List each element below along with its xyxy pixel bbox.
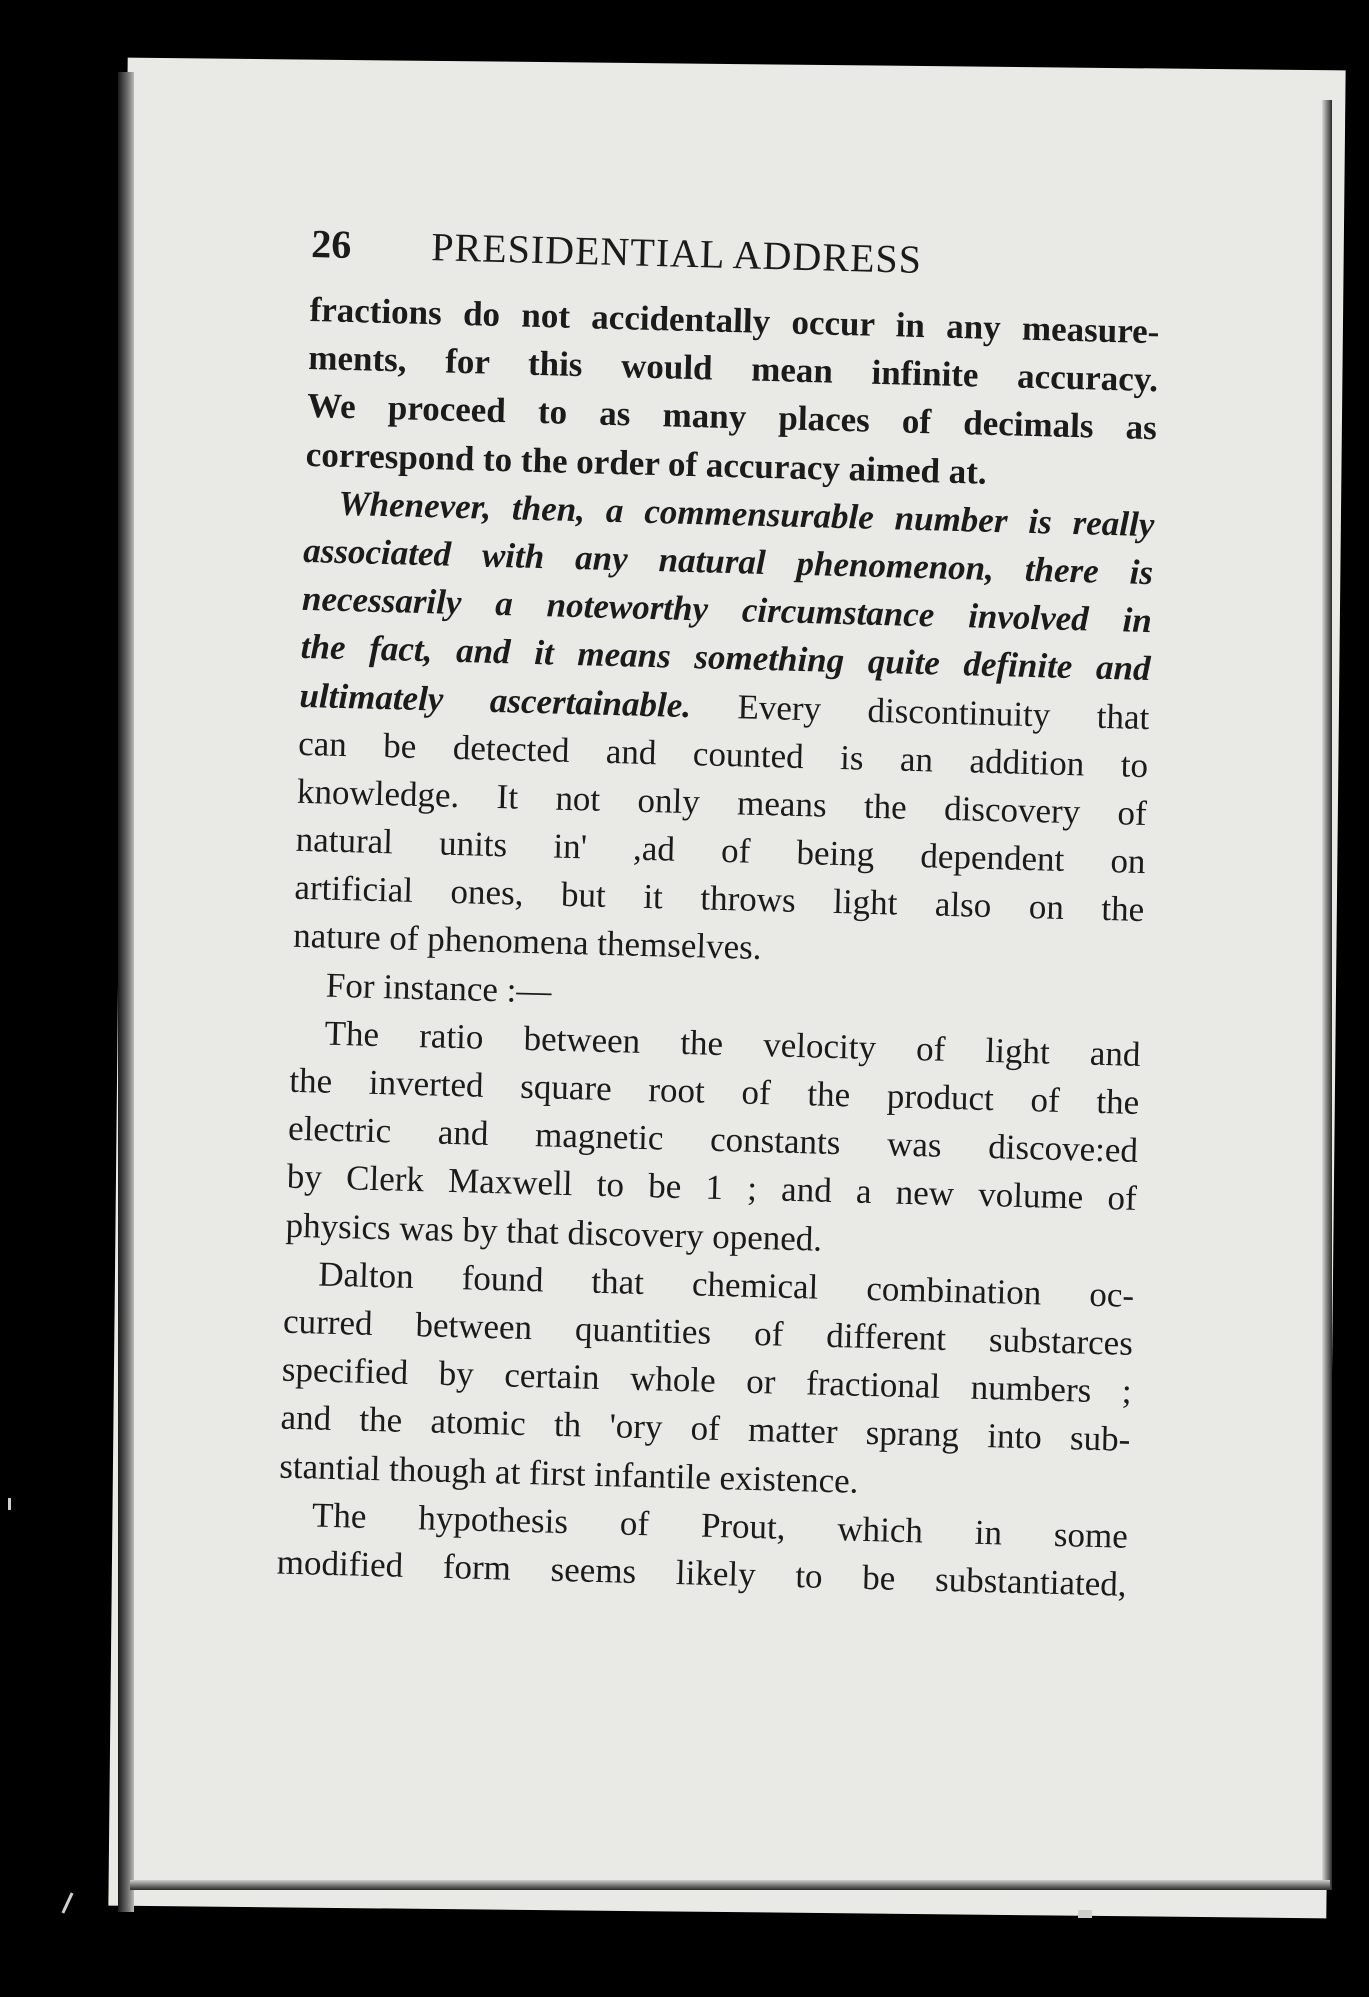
text-line: and the atomic th 'ory of matter sprang into sub- [280,1397,1131,1460]
text-line: Whenever, then, a commensurable number is really [338,483,1155,544]
paragraph [279,1249,1135,1512]
paragraph [305,286,1160,501]
text-line: fractions do not accidentally occur in any measure- [309,289,1160,352]
binding-edge [118,72,134,1912]
text-line: Dalton found that chemical combination oc- [317,1254,1135,1315]
dust-speck [8,1498,11,1510]
page-text [276,220,1161,1609]
text-line: We proceed to as many places of decimals as [306,386,1158,448]
text-line: by Clerk Maxwell to be 1 ; and a new volume of [286,1157,1138,1219]
text-line: nature of phenomena themselves. [292,916,763,968]
text-line: ments, for this would mean infinite accuracy. [307,338,1159,400]
text-line: physics was by that discovery opened. [285,1205,823,1259]
text-line: the fact, and it means something quite definite and [300,627,1152,689]
text-line: stantial though at first infantile existence. [278,1446,859,1501]
dust-speck [1078,1910,1092,1918]
italic-phrase: ultimately ascertainable. [299,675,692,725]
text-line: natural units in' ,ad of being dependent on [295,819,1147,882]
page-right-edge [1322,100,1332,1890]
paragraph [285,1009,1141,1272]
text-line: modified form seems likely to be substantiated, [276,1542,1128,1604]
text-line: the inverted square root of the product of the [288,1060,1140,1122]
page-number: 26 [310,220,352,268]
dust-speck [61,1892,73,1913]
text-line: The hypothesis of Prout, which in some [311,1495,1129,1556]
text-line: curred between quantities of different substarces [282,1301,1134,1363]
page-bottom-edge [130,1880,1330,1890]
running-head: PRESIDENTIAL ADDRESS [430,224,923,282]
paragraph [293,479,1155,983]
text-line: specified by certain whole or fractional numbers ; [281,1349,1133,1411]
text-line: knowledge. It not only means the discovery of [296,771,1148,833]
text-line: correspond to the order of accuracy aimed at. [305,434,988,492]
text-line: artificial ones, but it throws light also on the [294,868,1145,930]
text-line: can be detected and counted is an addition to [297,723,1149,785]
text-line: necessarily a noteworthy circumstance involved in [301,579,1153,641]
text-line: electric and magnetic constants was discove:ed [287,1108,1139,1171]
text-line: For instance :— [325,965,552,1011]
text-line: The ratio between the velocity of light and [324,1013,1141,1074]
text-line: associated with any natural phenomenon, there is [302,530,1154,593]
roman-phrase: Every discontinuity that [690,685,1150,737]
